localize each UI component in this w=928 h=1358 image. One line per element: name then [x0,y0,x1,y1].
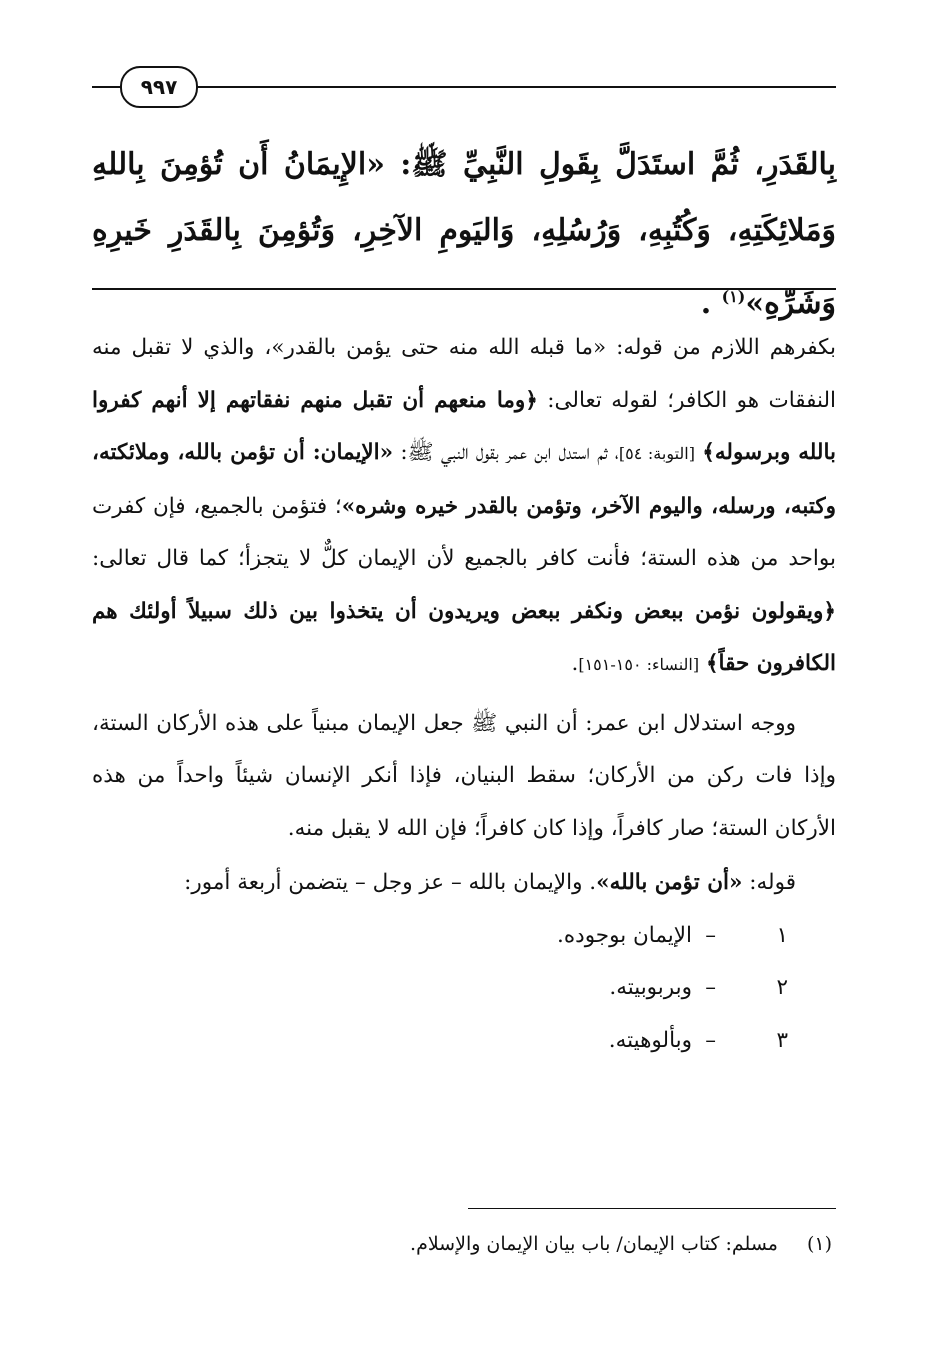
list-item-number: ٢ [776,975,788,1000]
commentary-body [92,322,836,1067]
list-item-dash: – [705,975,716,1000]
header-rule [92,86,836,88]
footnote-number: (١) [806,1233,832,1255]
list-item-text: وبربوبيته. [609,975,692,1000]
page-number: ٩٩٧ [140,75,178,99]
list-item [92,910,836,963]
verse-1-reference: [التوبة: ٥٤] [618,444,695,463]
matn-text [92,132,836,337]
p3-rest: . والإيمان بالله – عز وجل – يتضمن أربعة أمور: [184,870,597,895]
matn-divider [92,288,836,290]
page-number-badge [120,66,198,108]
list-item-text: الإيمان بوجوده. [557,922,692,948]
paragraph-2: ووجه استدلال ابن عمر: أن النبي ﷺ جعل الإيمان مبنياً على هذه الأركان الستة، وإذا فات ركن من الأركان؛ سقط البنيان، فإذا أنكر الإنسان شيئاً واحداً من هذه الأركان الستة؛ صار كافراً، وإذا كان كافراً؛ فإن الله لا يقبل منه. [92,710,836,841]
footnote-divider [468,1208,836,1209]
p1-sentence-1: بكفرهم اللازم من قوله: «ما قبله الله منه حتى يؤمن بالقدر»، والذي لا تقبل منه النفقات هو الكافر؛ لقوله تعالى: [92,335,837,413]
footnote-text: مسلم: كتاب الإيمان/ باب بيان الإيمان والإسلام. [410,1233,778,1255]
paragraph-1 [92,322,836,692]
list-item [92,1015,836,1068]
numbered-list [92,910,836,1068]
quran-verse-1: ﴿وما منعهم أن تقبل منهم نفقاتهم إلا أنهم كفروا بالله وبرسوله﴾ [92,387,837,465]
p3-lead: قوله: [742,870,796,895]
p3-quote: «أن تؤمن بالله» [596,870,743,895]
list-item [92,962,836,1015]
quran-verse-2: ﴿ويقولون نؤمن ببعض ونكفر ببعض ويريدون أن يتخذوا بين ذلك سبيلاً أولئك هم الكافرون حقاً﴾ [92,598,836,676]
hadith-quote: «الإيمان: أن تؤمن بالله، وملائكته، وكتبه، ورسله، واليوم الآخر، وتؤمن بالقدر خيره وشره» [92,440,836,519]
list-item-dash: – [705,922,716,948]
verse-2-reference: [النساء: ١٥٠-١٥١] [578,655,700,674]
matn-footnote-marker: (١) [721,287,746,306]
p1-end: . [571,651,579,676]
p1-sentence-3: ؛ فتؤمن بالجميع، فإن كفرت بواحد من هذه الستة؛ فأنت كافر بالجميع لأن الإيمان كلٌّ لا يتجزأ؛ كما قال تعالى: [92,493,836,571]
list-item-text: وبألوهيته. [608,1027,692,1053]
footnote [92,1228,836,1260]
matn-body: بِالقَدَرِ، ثُمَّ استَدَلَّ بِقَولِ النَّبِيِّ ﷺ: «الإِيمَانُ أَن تُؤمِنَ بِاللهِ وَمَلائِكَتِهِ، وَكُتُبِهِ، وَرُسُلِهِ، وَاليَومِ الآخِرِ، وَتُؤمِنَ بِالقَدَرِ خَيرِهِ وَشَرِّهِ» [92,147,836,321]
p1-sentence-2: ، ثم استدل ابن عمر بقول النبي ﷺ: [393,440,619,465]
matn-period: . [700,286,712,321]
paragraph-3 [92,857,836,910]
list-item-dash: – [705,1027,716,1053]
list-item-number: ١ [776,922,788,948]
list-item-number: ٣ [776,1027,788,1053]
